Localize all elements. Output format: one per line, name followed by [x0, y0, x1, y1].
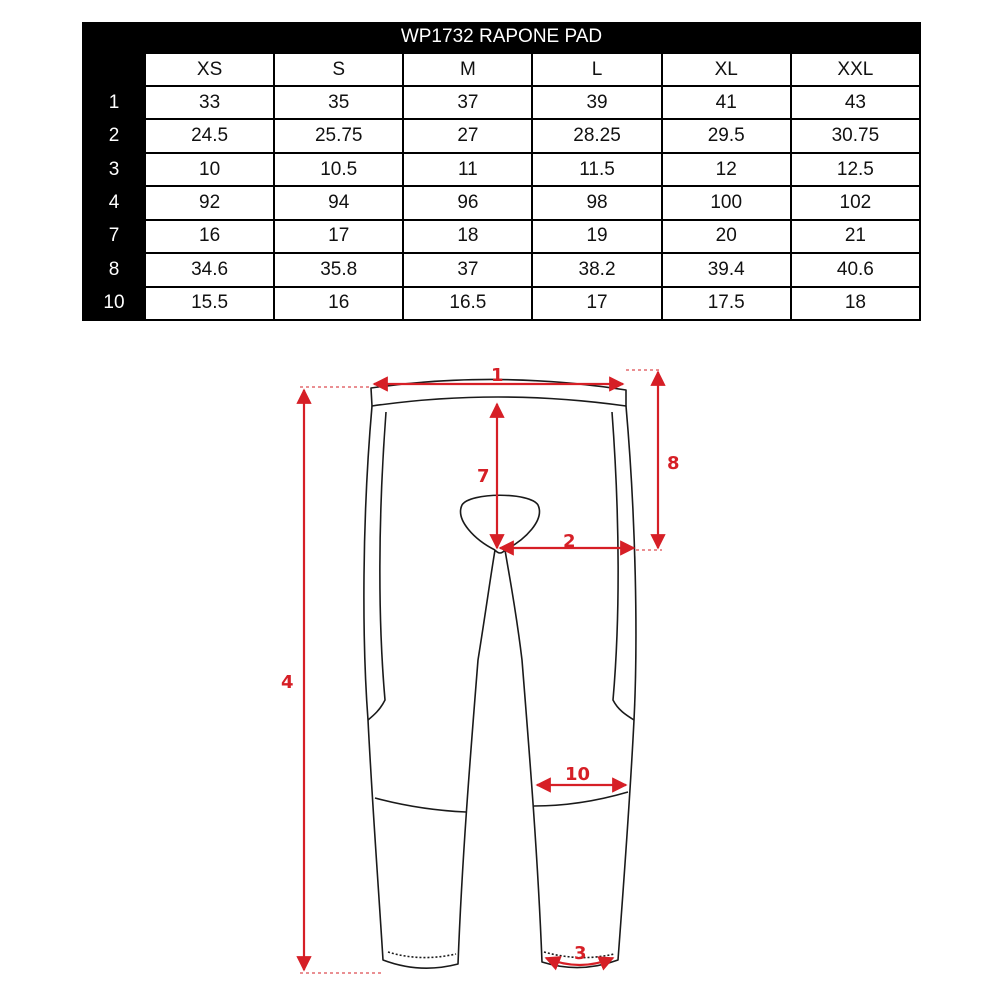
table-cell: 19: [532, 220, 661, 253]
label-waist: 1: [491, 365, 504, 386]
table-cell: 96: [403, 186, 532, 219]
table-cell: 17: [274, 220, 403, 253]
table-cell: 38.2: [532, 253, 661, 286]
table-cell: 11.5: [532, 153, 661, 186]
table-cell: 18: [403, 220, 532, 253]
table-cell: 98: [532, 186, 661, 219]
table-cell: 100: [662, 186, 791, 219]
table-cell: 39.4: [662, 253, 791, 286]
size-header: XXL: [791, 53, 920, 86]
table-cell: 27: [403, 119, 532, 152]
table-cell: 10: [145, 153, 274, 186]
knee-seam: [534, 792, 628, 806]
label-rise: 7: [477, 466, 490, 487]
size-header: L: [532, 53, 661, 86]
pants-outline: [364, 379, 636, 968]
table-cell: 20: [662, 220, 791, 253]
measurement-label: 1: [83, 86, 145, 119]
crotch-seam: [495, 550, 505, 553]
label-length: 4: [281, 672, 294, 693]
table-title: WP1732 RAPONE PAD: [83, 22, 920, 53]
table-cell: 35: [274, 86, 403, 119]
table-cell: 28.25: [532, 119, 661, 152]
label-side-rise: 8: [667, 453, 680, 474]
table-cell: 94: [274, 186, 403, 219]
dimension-lines: [300, 370, 662, 973]
table-cell: 18: [791, 287, 920, 320]
label-knee: 10: [565, 764, 591, 785]
table-cell: 40.6: [791, 253, 920, 286]
table-cell: 41: [662, 86, 791, 119]
table-cell: 35.8: [274, 253, 403, 286]
measurement-label: 4: [83, 186, 145, 219]
chamois-pad: [461, 495, 540, 550]
table-cell: 30.75: [791, 119, 920, 152]
measurement-label: 3: [83, 153, 145, 186]
knee-seam: [375, 798, 466, 812]
side-panel-seam: [368, 412, 386, 720]
table-cell: 37: [403, 253, 532, 286]
size-header: S: [274, 53, 403, 86]
measurement-label: 2: [83, 119, 145, 152]
table-cell: 11: [403, 153, 532, 186]
label-hip: 2: [563, 531, 576, 552]
table-cell: 25.75: [274, 119, 403, 152]
table-cell: 15.5: [145, 287, 274, 320]
size-header: XL: [662, 53, 791, 86]
size-header: XS: [145, 53, 274, 86]
table-cell: 34.6: [145, 253, 274, 286]
ankle-hem: [388, 952, 456, 958]
table-cell: 21: [791, 220, 920, 253]
measurement-label: 8: [83, 253, 145, 286]
table-cell: 17.5: [662, 287, 791, 320]
size-header: M: [403, 53, 532, 86]
table-cell: 17: [532, 287, 661, 320]
table-cell: 33: [145, 86, 274, 119]
measurement-label: 7: [83, 220, 145, 253]
table-cell: 16.5: [403, 287, 532, 320]
label-ankle: 3: [574, 943, 587, 964]
table-cell: 37: [403, 86, 532, 119]
table-cell: 16: [274, 287, 403, 320]
table-cell: 10.5: [274, 153, 403, 186]
table-cell: 43: [791, 86, 920, 119]
table-cell: 29.5: [662, 119, 791, 152]
table-cell: 39: [532, 86, 661, 119]
table-cell: 102: [791, 186, 920, 219]
table-cell: 12: [662, 153, 791, 186]
measurement-label: 10: [83, 287, 145, 320]
table-cell: 16: [145, 220, 274, 253]
table-cell: 92: [145, 186, 274, 219]
table-cell: 12.5: [791, 153, 920, 186]
table-cell: 24.5: [145, 119, 274, 152]
